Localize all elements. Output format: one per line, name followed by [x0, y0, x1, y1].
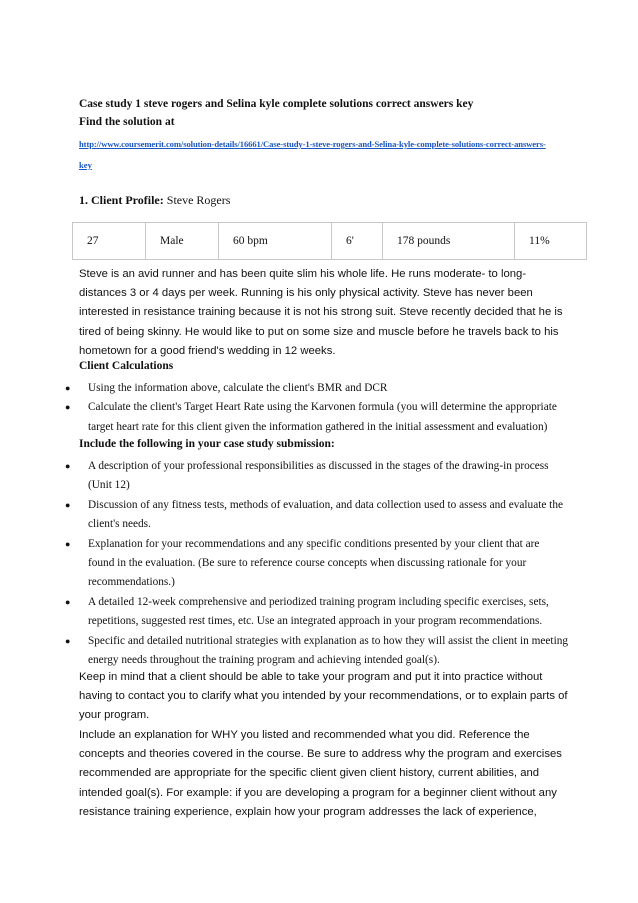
client-profile-heading [79, 193, 230, 208]
list-item [0, 496, 638, 535]
list-item-text: Using the information above, calculate the client's BMR and DCR [88, 382, 388, 394]
solution-link-line-2[interactable]: key [79, 160, 92, 170]
bullet-dot-icon: ● [65, 499, 71, 510]
list-item-text: Calculate the client's Target Heart Rate using the Karvonen formula (you will determine the appropriate target heart rate for this client given the information gathered in the initial assessment and evaluation) [88, 401, 557, 433]
bullet-dot-icon: ● [65, 596, 71, 607]
table-row [73, 223, 587, 260]
bullet-dot-icon: ● [65, 461, 71, 471]
submission-requirements-heading: Include the following in your case study submission: [79, 438, 335, 450]
list-item [0, 457, 638, 496]
intro-paragraph: Steve is an avid runner and has been quite slim his whole life. He runs moderate- to long-distances 3 or 4 days per week. Running is his only physical activity. Steve has never been interested in resistance training because it is not his strong suit. Steve recently decided that he is tired of being skinny. He would like to put on some size and muscle before he travels back to his hometown for a good friend's wedding in 12 weeks. [79, 268, 563, 357]
list-item-text: Specific and detailed nutritional strategies with explanation as to how they will assist the client in meeting energy needs throughout the training program and achieving intended goal(s). [88, 634, 569, 667]
list-item-text: A description of your professional responsibilities as discussed in the stages of the drawing-in process (Unit 12) [88, 460, 549, 492]
bullet-dot-icon: ● [65, 538, 71, 549]
find-solution-label: Find the solution at [79, 116, 175, 128]
profile-body-fat-cell: 11% [515, 223, 587, 260]
client-calculations-heading: Client Calculations [79, 360, 174, 372]
closing-paragraph-1: Keep in mind that a client should be able to take your program and put it into practice without having to contact you to clarify what you intended by your recommendations, or to explain parts of your program. [79, 671, 568, 722]
profile-age-cell: 27 [73, 223, 146, 260]
client-profile-table [72, 222, 587, 260]
bullet-dot-icon: ● [65, 402, 71, 413]
document-title: Case study 1 steve rogers and Selina kyle complete solutions correct answers key [79, 98, 474, 110]
solution-link-line-1[interactable]: http://www.coursemerit.com/solution-details/16661/Case-study-1-steve-rogers-and-Selina-kyle-complete-solutions-correct-answers- [79, 139, 546, 149]
client-profile-name: Steve Rogers [166, 193, 231, 207]
closing-paragraph-2: Include an explanation for WHY you listed and recommended what you did. Reference the concepts and theories covered in the course. Be sure to address why the program and exercises recommended are appropriate for the specific client given client history, current abilities, and intended goal(s). For example: if you are developing a program for a beginner client without any resistance training experience, explain how your program addresses the lack of experience, [79, 729, 562, 818]
profile-sex-cell: Male [146, 223, 219, 260]
list-item-text: A detailed 12-week comprehensive and periodized training program including specific exercises, sets, repetitions, suggested rest times, etc. Use an integrated approach in your program recommendations. [88, 595, 549, 628]
list-item-text: Explanation for your recommendations and any specific conditions presented by your client that are found in the evaluation. (Be sure to reference course concepts when discussing rationale for your recommendations.) [88, 537, 540, 589]
list-item-text: Discussion of any fitness tests, methods of evaluation, and data collection used to assess and evaluate the client's needs. [88, 498, 563, 531]
client-profile-label: 1. Client Profile: [79, 193, 164, 207]
profile-height-cell: 6' [332, 223, 383, 260]
list-item [0, 593, 638, 632]
list-item [0, 535, 638, 593]
list-item [0, 398, 638, 437]
list-item [0, 379, 638, 398]
calculations-list [0, 379, 638, 437]
bullet-dot-icon: ● [65, 383, 71, 393]
list-item [0, 632, 638, 671]
submission-requirements-list [0, 457, 638, 670]
bullet-dot-icon: ● [65, 635, 71, 646]
profile-weight-cell: 178 pounds [383, 223, 515, 260]
profile-heart-rate-cell: 60 bpm [219, 223, 332, 260]
